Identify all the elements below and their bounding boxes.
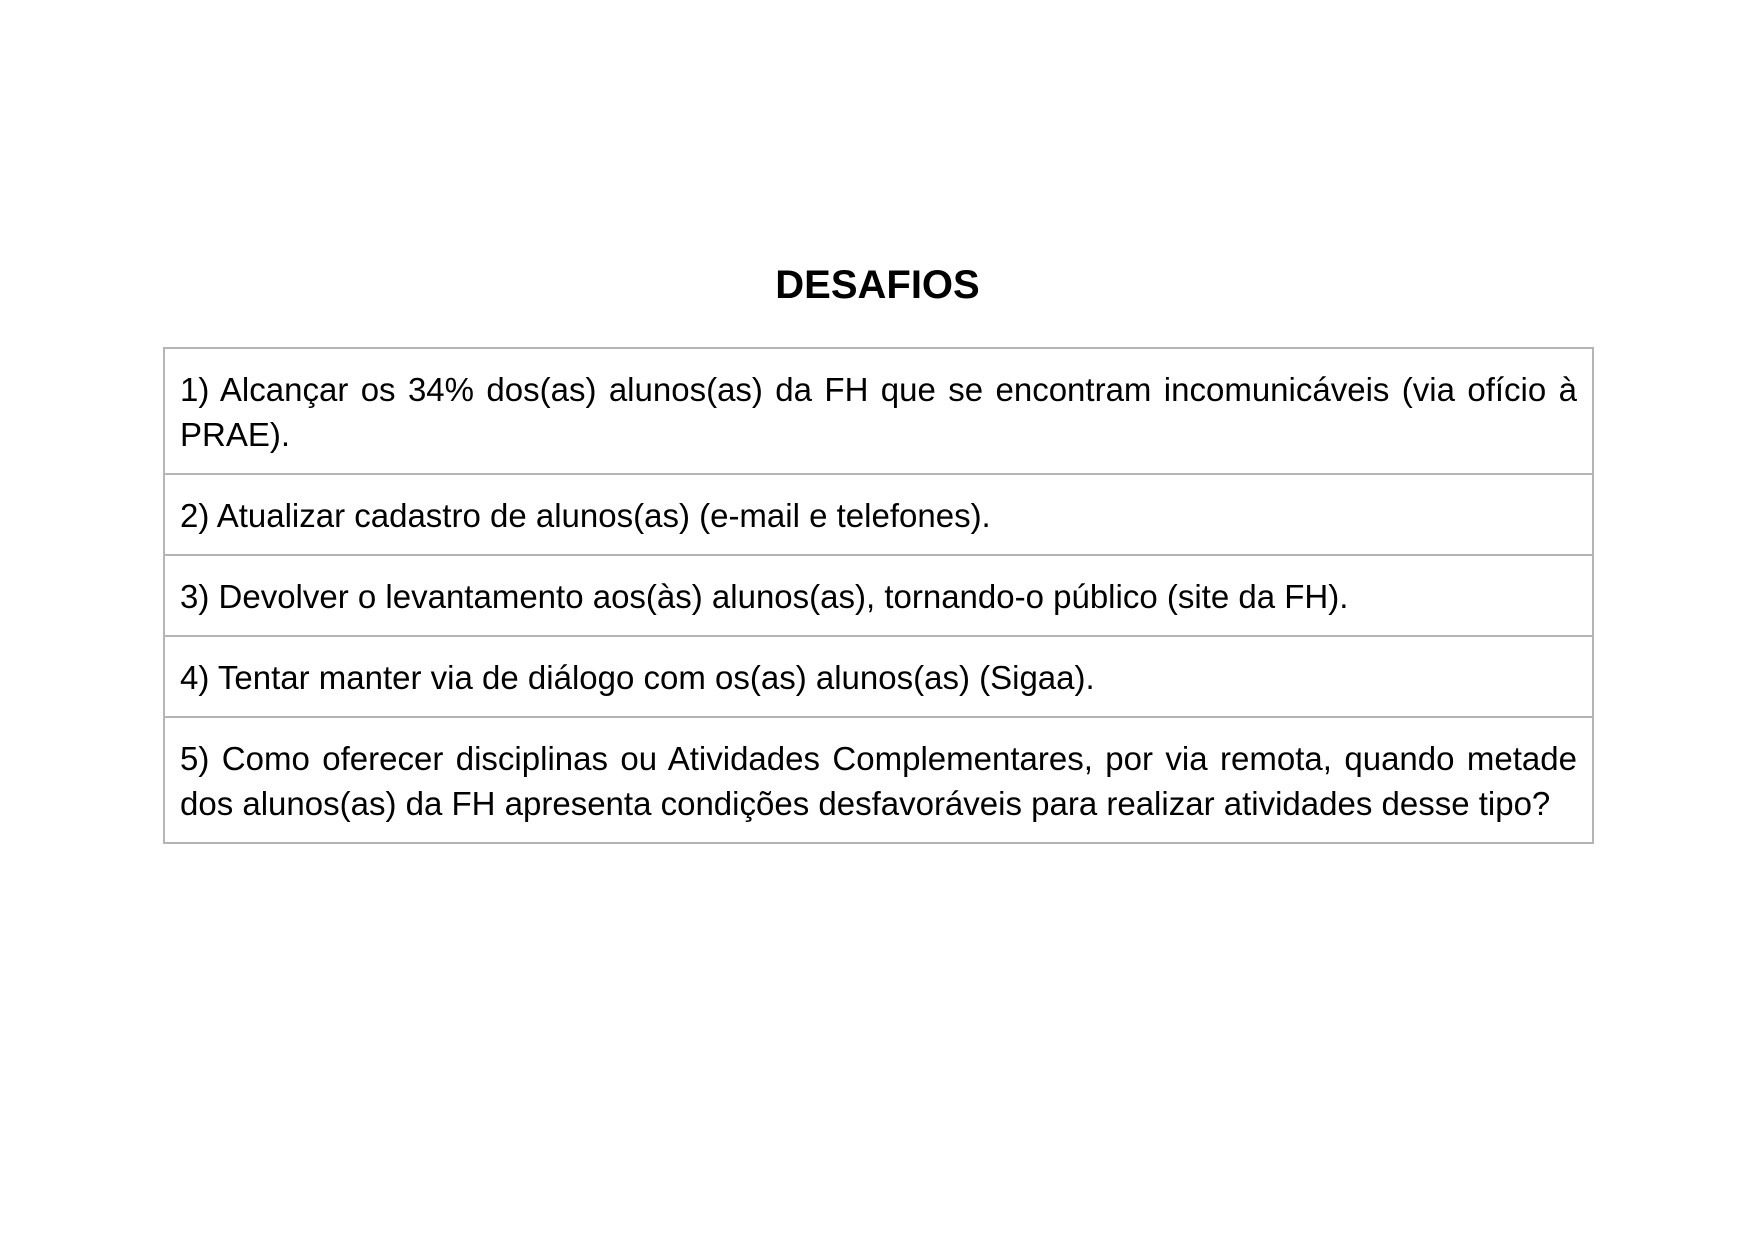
challenge-item-5: 5) Como oferecer disciplinas ou Atividades Complementares, por via remota, quando metade dos alunos(as) da FH apresenta condições desfavoráveis para realizar atividades desse tipo? <box>164 717 1593 843</box>
challenge-item-4: 4) Tentar manter via de diálogo com os(as) alunos(as) (Sigaa). <box>164 636 1593 717</box>
table-row <box>164 555 1593 636</box>
table-row <box>164 636 1593 717</box>
challenge-item-2: 2) Atualizar cadastro de alunos(as) (e-mail e telefones). <box>164 474 1593 555</box>
challenge-item-3: 3) Devolver o levantamento aos(às) alunos(as), tornando-o público (site da FH). <box>164 555 1593 636</box>
page-title: DESAFIOS <box>775 263 980 307</box>
challenge-item-1: 1) Alcançar os 34% dos(as) alunos(as) da FH que se encontram incomunicáveis (via ofício à PRAE). <box>164 348 1593 474</box>
table-row <box>164 474 1593 555</box>
table-row <box>164 717 1593 843</box>
challenges-table <box>163 347 1594 844</box>
table-row <box>164 348 1593 474</box>
